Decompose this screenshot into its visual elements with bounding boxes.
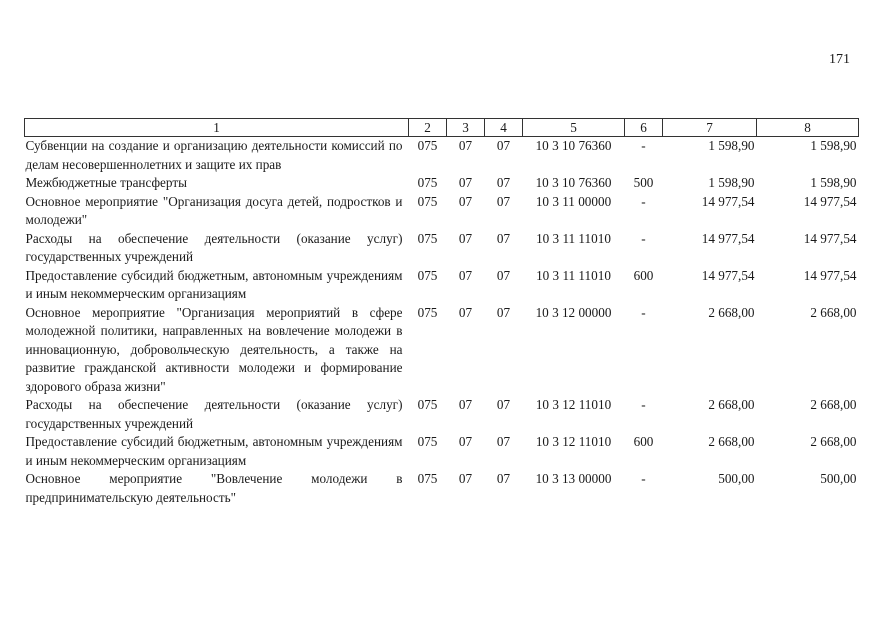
- row-code: 075: [417, 230, 438, 246]
- row-amount-7: 2 668,00: [708, 304, 755, 320]
- row-expense-type: -: [641, 471, 646, 486]
- row-amount-8: 2 668,00: [810, 397, 857, 412]
- column-header: 3: [447, 119, 485, 137]
- table-header-row: [25, 119, 859, 137]
- row-expense-type: 600: [633, 267, 654, 283]
- table-row: [25, 433, 859, 470]
- row-name: Субвенции на создание и организацию деятельности комиссий по делам несовершеннолетних и защите их прав: [25, 138, 403, 172]
- table-row: [25, 470, 859, 507]
- row-name: Основное мероприятие "Организация мероприятий в сфере молодежной политики, направленных на вовлечение молодежи в инновационную, добровольческую деятельность, а также на развитие гражданской активности молодежи и формирование здорового образа жизни": [25, 304, 403, 394]
- row-amount-7: 2 668,00: [708, 434, 755, 449]
- row-amount-7: 500,00: [718, 471, 755, 486]
- row-subsection: 07: [496, 304, 511, 320]
- row-expense-type: -: [641, 230, 646, 246]
- row-subsection: 07: [496, 230, 511, 246]
- table-row: [25, 174, 859, 193]
- row-section: 07: [458, 230, 473, 246]
- column-header: 1: [25, 119, 409, 137]
- row-name: Предоставление субсидий бюджетным, автономным учреждениям и иным некоммерческим организациям: [25, 434, 403, 468]
- row-subsection: 07: [496, 471, 511, 486]
- table-row: [25, 230, 859, 267]
- row-code: 075: [417, 397, 438, 412]
- row-amount-7: 14 977,54: [701, 193, 755, 209]
- row-amount-8: 14 977,54: [803, 230, 857, 246]
- row-subsection: 07: [496, 267, 511, 283]
- row-name: Расходы на обеспечение деятельности (оказание услуг) государственных учреждений: [25, 230, 403, 264]
- row-subsection: 07: [496, 175, 511, 190]
- row-amount-7: 2 668,00: [708, 397, 755, 412]
- row-section: 07: [458, 193, 473, 209]
- row-name: Предоставление субсидий бюджетным, автономным учреждениям и иным некоммерческим организациям: [25, 267, 403, 301]
- row-amount-8: 2 668,00: [810, 304, 857, 320]
- row-amount-7: 1 598,90: [708, 138, 755, 153]
- row-section: 07: [458, 397, 473, 412]
- table-row: [25, 267, 859, 304]
- row-amount-7: 14 977,54: [701, 267, 755, 283]
- row-expense-type: -: [641, 193, 646, 209]
- row-expense-type: -: [641, 304, 646, 320]
- column-header: 7: [663, 119, 757, 137]
- row-subsection: 07: [496, 193, 511, 209]
- row-section: 07: [458, 434, 473, 449]
- row-target-article: 10 3 12 00000: [535, 304, 612, 320]
- table-row: [25, 193, 859, 230]
- table-row: [25, 396, 859, 433]
- row-amount-8: 500,00: [820, 471, 857, 486]
- row-target-article: 10 3 13 00000: [535, 471, 612, 486]
- row-section: 07: [458, 304, 473, 320]
- row-subsection: 07: [496, 138, 511, 153]
- row-amount-7: 14 977,54: [701, 230, 755, 246]
- row-target-article: 10 3 11 00000: [535, 193, 612, 209]
- row-code: 075: [417, 138, 438, 153]
- row-amount-7: 1 598,90: [708, 175, 755, 190]
- row-expense-type: 500: [633, 175, 654, 190]
- row-name: Основное мероприятие "Вовлечение молодежи в предпринимательскую деятельность": [25, 471, 403, 505]
- row-section: 07: [458, 267, 473, 283]
- column-header: 5: [523, 119, 625, 137]
- row-expense-type: -: [641, 138, 646, 153]
- table-row: [25, 304, 859, 397]
- column-header: 2: [409, 119, 447, 137]
- column-header: 4: [485, 119, 523, 137]
- row-name: Основное мероприятие "Организация досуга детей, подростков и молодежи": [25, 193, 403, 227]
- row-amount-8: 1 598,90: [810, 175, 857, 190]
- row-amount-8: 14 977,54: [803, 267, 857, 283]
- row-target-article: 10 3 10 76360: [535, 175, 612, 190]
- column-header: 8: [757, 119, 859, 137]
- row-name: Межбюджетные трансферты: [25, 175, 187, 190]
- row-code: 075: [417, 267, 438, 283]
- row-expense-type: 600: [633, 434, 654, 449]
- row-target-article: 10 3 12 11010: [535, 397, 612, 412]
- row-code: 075: [417, 193, 438, 209]
- row-code: 075: [417, 434, 438, 449]
- budget-table: [24, 118, 859, 507]
- row-amount-8: 2 668,00: [810, 434, 857, 449]
- row-section: 07: [458, 138, 473, 153]
- row-amount-8: 1 598,90: [810, 138, 857, 153]
- row-expense-type: -: [641, 397, 646, 412]
- row-subsection: 07: [496, 397, 511, 412]
- row-target-article: 10 3 11 11010: [536, 230, 611, 246]
- row-name: Расходы на обеспечение деятельности (оказание услуг) государственных учреждений: [25, 397, 403, 431]
- row-target-article: 10 3 10 76360: [535, 138, 612, 153]
- page-number: 171: [829, 52, 850, 67]
- row-target-article: 10 3 12 11010: [535, 434, 612, 449]
- row-subsection: 07: [496, 434, 511, 449]
- row-code: 075: [417, 175, 438, 190]
- row-section: 07: [458, 175, 473, 190]
- table-row: [25, 137, 859, 175]
- row-code: 075: [417, 471, 438, 486]
- row-section: 07: [458, 471, 473, 486]
- row-code: 075: [417, 304, 438, 320]
- row-target-article: 10 3 11 11010: [536, 267, 611, 283]
- row-amount-8: 14 977,54: [803, 193, 857, 209]
- column-header: 6: [625, 119, 663, 137]
